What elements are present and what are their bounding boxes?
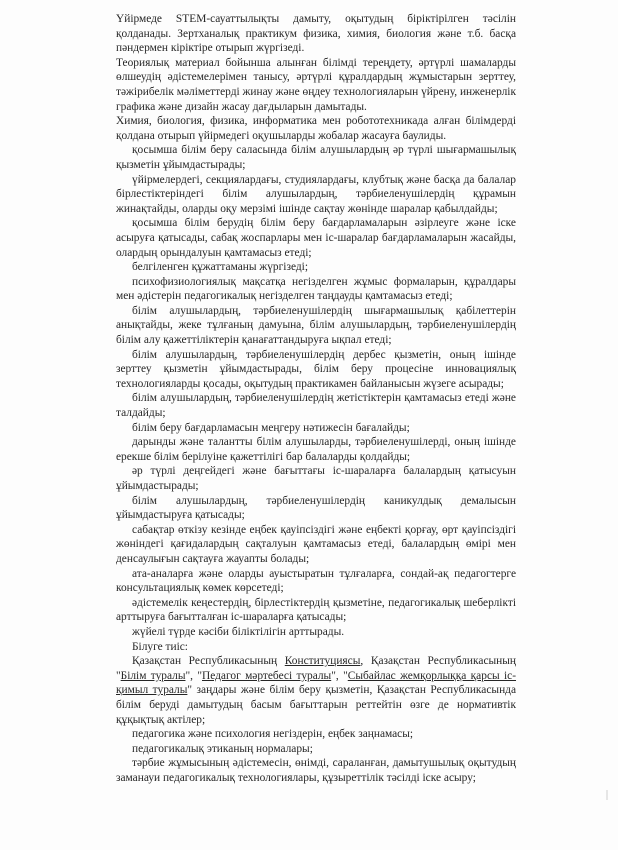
duty-item: әр түрлі деңгейдегі және бағыттағы іс-шараларға балалардың қатысуын ұйымдастырады;	[116, 465, 516, 492]
duty-item: қосымша білім беру саласында білім алушылардың әр түрлі шығармашылық қызметін ұйымдастырады;	[116, 144, 516, 171]
paragraph-sciences: Химия, биология, физика, информатика мен робототехникада алған білімдерді қолдана отырып үйірмедегі оқушыларды жобалар жасауға баулиды.	[116, 115, 516, 142]
duty-item: сабақтар өткізу кезінде еңбек қауіпсіздігі және еңбекті қорғау, өрт қауіпсіздігі жөніндегі қағидалардың сақталуын қамтамасыз етеді, балалардың өмірі мен денсаулығын сақтауға жауапты болады;	[116, 523, 516, 565]
knowledge-item: педагогикалық этиканың нормалары;	[132, 742, 313, 755]
education-law-link[interactable]: Білім туралы	[120, 669, 186, 682]
duty-item: білім беру бағдарламасын меңгеру нәтижесін бағалайды;	[132, 421, 410, 434]
duty-item: әдістемелік кеңестердің, бірлестіктердің қызметіне, педагогикалық шеберлікті арттыруға бағытталған іс-шараларға қатысады;	[116, 596, 516, 624]
duty-item: білім алушылардың, тәрбиеленушілердің каникулдық демалысын ұйымдастыруға қатысады;	[116, 494, 516, 522]
anti-corruption-law-link[interactable]: Сыбайлас жемқорлыққа қарсы іс-қимыл туралы	[116, 669, 517, 697]
duty-item: үйірмелердегі, секциялардағы, студиялардағы, клубтық және басқа да балалар бірлестіктеріндегі білім алушылардың, тәрбиеленушілердің құрамын жинақтайды, оларды оқу мерзімі ішінде сақтау жөнінде шаралар қабылдайды;	[116, 173, 516, 215]
duty-item: білім алушылардың, тәрбиеленушілердің шығармашылық қабілеттерін анықтайды, жеке тұлғаның дамуына, білім алушылардың, тәрбиеленушілердің білім алу қажеттіліктерін қанағаттандыруға ықпал етеді;	[116, 304, 516, 347]
law-mid-text: , Қазақстан Республикасының "	[116, 655, 516, 682]
law-prefix: Қазақстан Республикасының	[132, 655, 285, 668]
law-suffix: " заңдары және білім беру қызметін, Қазақстан Республикасында білім беруді дамытудың басым бағыттарын реттейтін өзге де нормативтік құқықтық актілер;	[116, 684, 517, 726]
law-mid-text: ", "	[185, 669, 202, 682]
duty-item: қосымша білім берудің білім беру бағдарламаларын әзірлеуге және іске асыруға қатысады, сабақ жоспарлары мен іс-шаралар бағдарламаларын жасайды, олардың орындалуын қамтамасыз етеді;	[116, 217, 516, 259]
scan-artifact	[606, 790, 608, 800]
paragraph-theory: Теориялық материал бойынша алынған білімді тереңдету, әртүрлі шамаларды өлшеудің әдістемелерімен танысу, әртүрлі құралдардың жұмыстарын зерттеу, тәжірибелік мәліметтерді жинау және өңдеу технологияларын үйрену, инженерлік графика және дизайн жасау дағдыларын дамытады.	[116, 56, 517, 113]
document-body	[116, 12, 516, 785]
duty-item: психофизиологиялық мақсатқа негізделген жұмыс формаларын, құралдары мен әдістерін педагогикалық негізделген таңдауды қамтамасыз етеді;	[116, 275, 516, 303]
paragraph-stem: Үйірмеде STEM-сауаттылықты дамыту, оқытудың біріктірілген тәсілін қолданады. Зертханалық практикум физика, химия, биология және т.б. басқа пәндермен кіріктіре отырып жүргізеді.	[116, 13, 516, 55]
section-heading-must-know: Білуге тиіс:	[132, 640, 188, 653]
duty-item: ата-аналарға және оларды ауыстыратын тұлғаларға, сондай-ақ педагогтерге консультациялық көмек көрсетеді;	[116, 567, 516, 595]
duty-item: дарынды және талантты білім алушыларды, тәрбиеленушілерді, оның ішінде ерекше білім берілуіне қажеттілігі бар балаларды қолдайды;	[116, 436, 516, 463]
knowledge-item: педагогика және психология негіздерін, еңбек заңнамасы;	[132, 728, 414, 741]
law-paragraph	[116, 654, 516, 727]
duty-item: білім алушылардың, тәрбиеленушілердің дербес қызметін, оның ішінде зерттеу қызметін ұйымдастырады, білім беру процесіне инновациялық технологияларды қосады, оқытудың практикамен байланысын жүзеге асырады;	[116, 348, 516, 390]
teacher-status-law-link[interactable]: Педагог мәртебесі туралы	[202, 669, 332, 682]
constitution-link[interactable]: Конституциясы	[284, 655, 361, 668]
duty-item: жүйелі түрде кәсіби біліктілігін арттырады.	[132, 625, 345, 638]
duty-item: білім алушылардың, тәрбиеленушілердің жетістіктерін қамтамасыз етеді және талдайды;	[116, 392, 516, 420]
law-mid-text: ", "	[331, 669, 348, 682]
duty-item: белгіленген құжаттаманы жүргізеді;	[132, 261, 308, 274]
knowledge-item: тәрбие жұмысының әдістемесін, өнімді, сараланған, дамытушылық оқытудың заманауи педагогикалық технологиялары, құзыреттілік тәсілді іске асыру;	[116, 757, 516, 784]
